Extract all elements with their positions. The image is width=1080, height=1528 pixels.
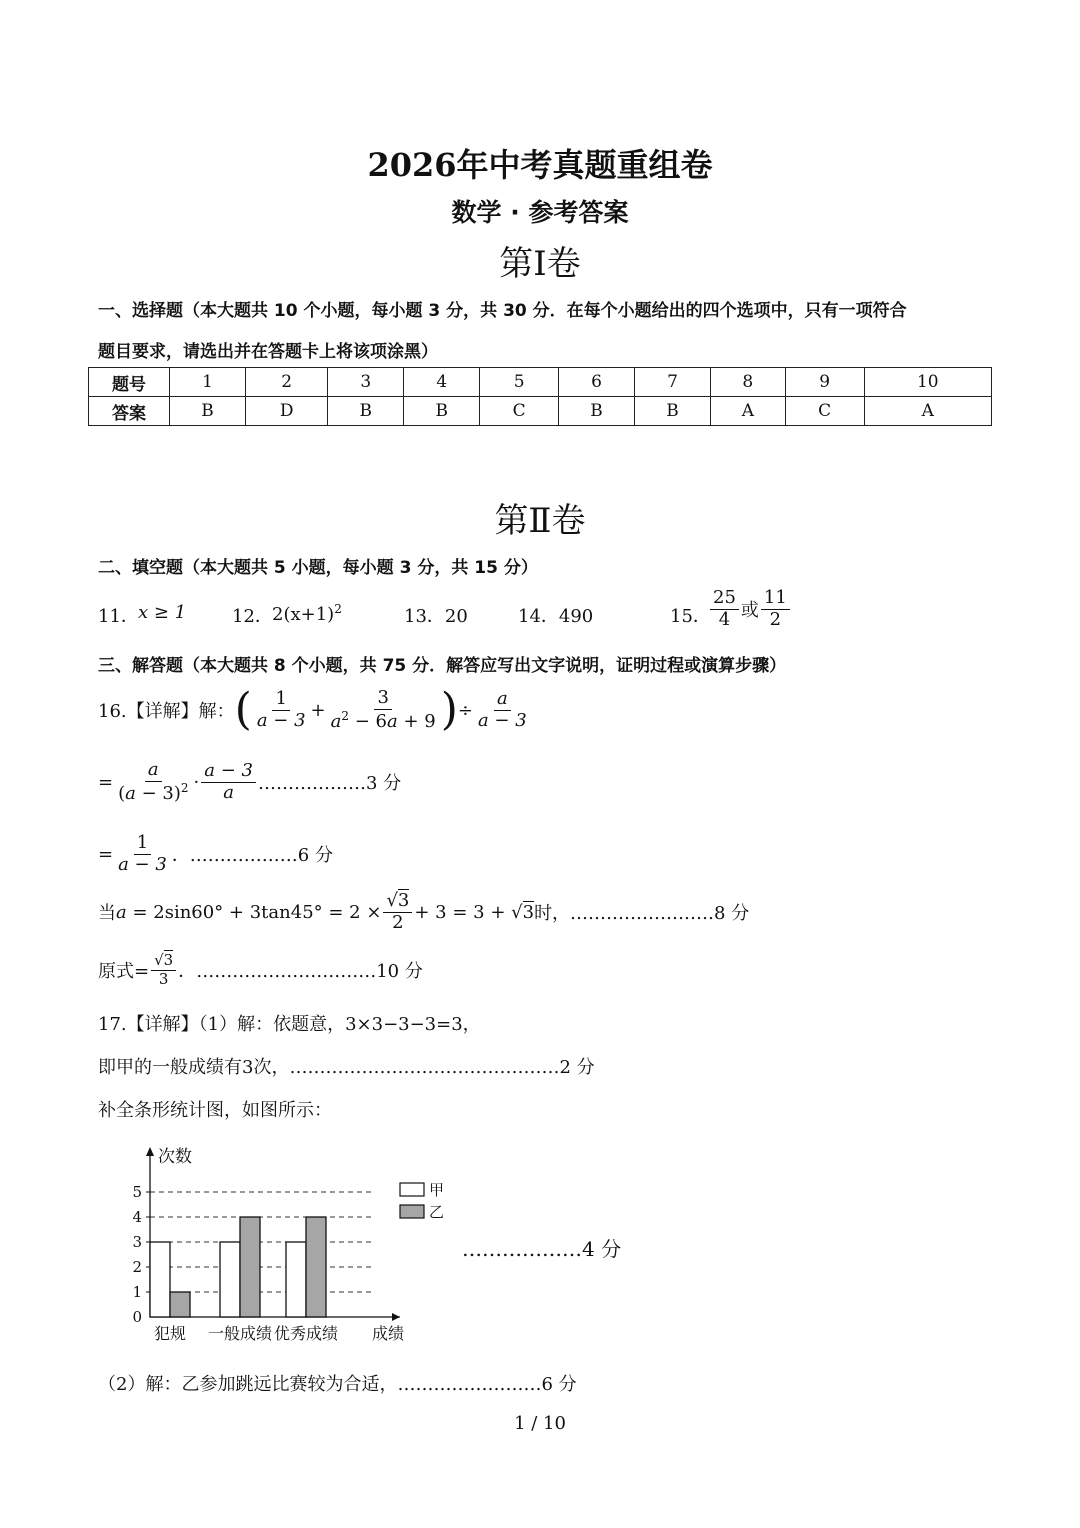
- q16-line1: 16.【详解】解： ( $\frac{1}{a - 3}$ + $\frac{3}{a^2 - 6a + 9}$ ) ÷ $\frac{a}{a - 3}$: [98, 684, 527, 735]
- q16-line2: = $\frac{a}{(a - 3)^2}$ · $\frac{a - 3}{a}$ ………………3 分: [98, 758, 402, 804]
- page-title: 2026年中考真题重组卷: [367, 146, 713, 184]
- q17-line2: 即甲的一般成绩有3次，………………………………………2 分: [98, 1057, 595, 1078]
- q14-answer: 14．490: [518, 606, 594, 627]
- table-cell: B: [559, 397, 635, 426]
- section3-heading: 三、解答题（本大题共 8 个小题，共 75 分．解答应写出文字说明，证明过程或演算步骤）: [98, 656, 787, 676]
- legend-label: 乙: [429, 1203, 445, 1221]
- q15-or: 或: [740, 600, 759, 622]
- q17-line1: 17.【详解】（1）解：依题意，3×3−3−3=3，: [98, 1014, 481, 1035]
- table-cell: 9: [785, 368, 864, 397]
- bar: [220, 1242, 240, 1317]
- table-header-number: 题号: [89, 368, 170, 397]
- y-axis-label: 次数: [158, 1147, 192, 1167]
- y-tick-label: 1: [132, 1283, 142, 1301]
- part-one-heading: 第Ⅰ卷: [499, 244, 581, 284]
- chart-score: ………………4 分: [462, 1237, 622, 1261]
- q13-answer: 13．20: [404, 606, 468, 627]
- page-number: 1 / 10: [514, 1413, 566, 1434]
- bar: [286, 1242, 306, 1317]
- table-cell: 10: [864, 368, 991, 397]
- section1-heading-line2: 题目要求，请选出并在答题卡上将该项涂黑）: [98, 342, 438, 362]
- bar: [170, 1292, 190, 1317]
- q16-step4-score: ．…………………………10 分: [178, 961, 423, 982]
- q15-frac1-den: 4: [718, 608, 731, 630]
- q16-line4: 当 a = 2sin60° + 3tan45° = 2 × $\frac{√3}{2}$ + 3 = 3 + √3 时，……………………8 分: [98, 889, 750, 933]
- q11-answer: x ≥ 1: [138, 602, 187, 623]
- table-cell: B: [404, 397, 480, 426]
- bar-chart: [100, 1135, 460, 1350]
- table-header-answer: 答案: [89, 397, 170, 426]
- table-cell: 2: [245, 368, 327, 397]
- legend-swatch: [400, 1205, 424, 1218]
- q16-line3: = $\frac{1}{a - 3}$ ．………………6 分: [98, 831, 333, 875]
- table-cell: 4: [404, 368, 480, 397]
- x-tick-label: 犯规: [153, 1324, 187, 1343]
- q17-part2: （2）解：乙参加跳远比赛较为合适，……………………6 分: [98, 1374, 577, 1395]
- q16-line5: 原式= $\frac{√3}{3}$ ．…………………………10 分: [98, 951, 423, 988]
- table-cell: D: [245, 397, 327, 426]
- section1-heading-line1: 一、选择题（本大题共 10 个小题，每小题 3 分，共 30 分．在每个小题给出的四个选项中，只有一项符合: [98, 301, 907, 321]
- table-cell: 5: [480, 368, 559, 397]
- q15-frac1-num: 25: [710, 588, 739, 610]
- legend-label: 甲: [429, 1181, 445, 1199]
- table-cell: B: [328, 397, 404, 426]
- q11-number: 11．: [98, 606, 139, 627]
- section2-heading: 二、填空题（本大题共 5 小题，每小题 3 分，共 15 分）: [98, 558, 538, 578]
- q16-step2-score: ．………………6 分: [171, 845, 333, 866]
- q15-number: 15．: [670, 606, 711, 627]
- y-tick-label: 2: [132, 1258, 142, 1276]
- table-cell: 3: [328, 368, 404, 397]
- table-cell: B: [170, 397, 246, 426]
- table-cell: 8: [710, 368, 785, 397]
- table-cell: A: [864, 397, 991, 426]
- bar: [306, 1217, 326, 1317]
- q12-expr: 2(x+1): [272, 604, 335, 625]
- y-tick-label: 5: [132, 1183, 142, 1201]
- x-axis-label: 成绩: [371, 1324, 405, 1343]
- q15-frac2-den: 2: [769, 608, 782, 630]
- table-cell: C: [785, 397, 864, 426]
- answer-table: [88, 367, 992, 426]
- q16-when: 当: [98, 903, 116, 924]
- y-tick-label: 0: [132, 1308, 142, 1326]
- legend-swatch: [400, 1183, 424, 1196]
- table-cell: C: [480, 397, 559, 426]
- table-cell: A: [710, 397, 785, 426]
- x-tick-label: 一般成绩: [207, 1324, 273, 1343]
- bar: [150, 1242, 170, 1317]
- q16-step3-score: 时，……………………8 分: [534, 903, 750, 924]
- q15-frac2-num: 11: [761, 588, 790, 610]
- q16-step1-score: ………………3 分: [257, 773, 402, 794]
- q12-answer: [272, 602, 342, 625]
- q12-number: 12．: [232, 606, 273, 627]
- y-tick-label: 4: [132, 1208, 142, 1226]
- bar: [240, 1217, 260, 1317]
- q16-label: 16.【详解】解：: [98, 701, 235, 722]
- part-two-heading: 第Ⅱ卷: [494, 501, 586, 541]
- table-cell: 6: [559, 368, 635, 397]
- q12-exponent: 2: [334, 602, 342, 616]
- table-cell: 7: [635, 368, 711, 397]
- q15-answer: [708, 588, 792, 630]
- page-subtitle: 数学 · 参考答案: [451, 198, 629, 227]
- y-tick-label: 3: [132, 1233, 142, 1251]
- q17-line3: 补全条形统计图，如图所示：: [98, 1100, 332, 1121]
- table-cell: 1: [170, 368, 246, 397]
- table-row-answers: [89, 397, 992, 426]
- y-axis-arrow: [146, 1147, 154, 1156]
- q16-original: 原式=: [98, 961, 150, 982]
- x-axis-arrow: [392, 1313, 400, 1321]
- table-row-numbers: [89, 368, 992, 397]
- fill-answers-row: [98, 588, 998, 638]
- table-cell: B: [635, 397, 711, 426]
- x-tick-label: 优秀成绩: [273, 1324, 339, 1343]
